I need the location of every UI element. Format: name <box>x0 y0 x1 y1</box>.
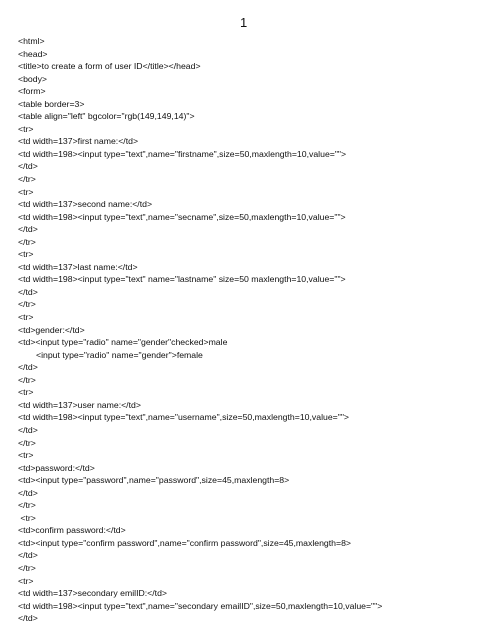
code-line: <html> <box>18 36 45 46</box>
page-number: 1 <box>240 15 248 30</box>
code-line: <td width=198><input type="text",name="firstname",size=50,maxlength=10,value=""> <box>18 148 347 159</box>
code-line: </tr> <box>18 500 36 511</box>
code-line: <td>password:</td> <box>18 462 95 473</box>
html-source-listing <box>18 35 488 625</box>
code-line: <tr> <box>18 249 34 260</box>
code-line: <td><input type="confirm password",name="confirm password",size=45,maxlength=8> <box>18 537 351 548</box>
code-line: <form> <box>18 86 46 97</box>
code-line: <head> <box>18 48 48 59</box>
code-line: </td> <box>18 550 38 561</box>
code-line: <td width=137>user name:</td> <box>18 399 141 410</box>
code-line: </tr> <box>18 174 36 185</box>
code-line: </td> <box>18 362 38 373</box>
code-line: <td><input type="password",name="password",size=45,maxlength=8> <box>18 475 290 486</box>
code-line: </tr> <box>18 236 36 247</box>
code-line: <input type="radio" name="gender">female <box>36 349 203 360</box>
code-line: <tr> <box>18 512 36 523</box>
code-line: <td>gender:</td> <box>18 324 85 335</box>
code-line: <td width=198><input type="text",name="secname",size=50,maxlength=10,value=""> <box>18 211 346 222</box>
code-line: <td width=198><input type="text",name="secondary emailID",size=50,maxlength=10,value=""> <box>18 600 383 611</box>
code-line: <td width=137>last name:</td> <box>18 261 138 272</box>
code-line: <tr> <box>18 186 34 197</box>
code-line: </td> <box>18 224 38 235</box>
code-line: </td> <box>18 487 38 498</box>
code-line: <td width=198><input type="text",name="username",size=50,maxlength=10,value=""> <box>18 412 349 423</box>
code-line: <tr> <box>18 312 34 323</box>
code-line: <tr> <box>18 575 34 586</box>
code-line: <td width=137>secondary emilID:</td> <box>18 588 167 599</box>
code-line: </td> <box>18 613 38 624</box>
code-line: <title>to create a form of user ID</title></head> <box>18 61 201 72</box>
code-line: <table align="left" bgcolor="rgb(149,149,14)"> <box>18 111 195 122</box>
code-line: <td>confirm password:</td> <box>18 525 126 536</box>
code-line: <table border=3> <box>18 98 85 109</box>
code-line: <body> <box>18 73 47 84</box>
code-line: </tr> <box>18 437 36 448</box>
code-line: </tr> <box>18 299 36 310</box>
code-line: </td> <box>18 286 38 297</box>
code-line: <tr> <box>18 450 34 461</box>
code-line: <td><input type="radio" name="gender"checked>male <box>18 337 228 348</box>
code-line: <td width=198><input type="text" name="lastname" size=50 maxlength=10,value=""> <box>18 274 346 285</box>
code-line: <td width=137>second name:</td> <box>18 199 153 210</box>
code-line: </tr> <box>18 374 36 385</box>
code-line: <tr> <box>18 123 34 134</box>
code-line: <tr> <box>18 387 34 398</box>
code-line: <td width=137>first name:</td> <box>18 136 139 147</box>
code-line: </tr> <box>18 562 36 573</box>
code-line: </td> <box>18 161 38 172</box>
code-line: </td> <box>18 424 38 435</box>
